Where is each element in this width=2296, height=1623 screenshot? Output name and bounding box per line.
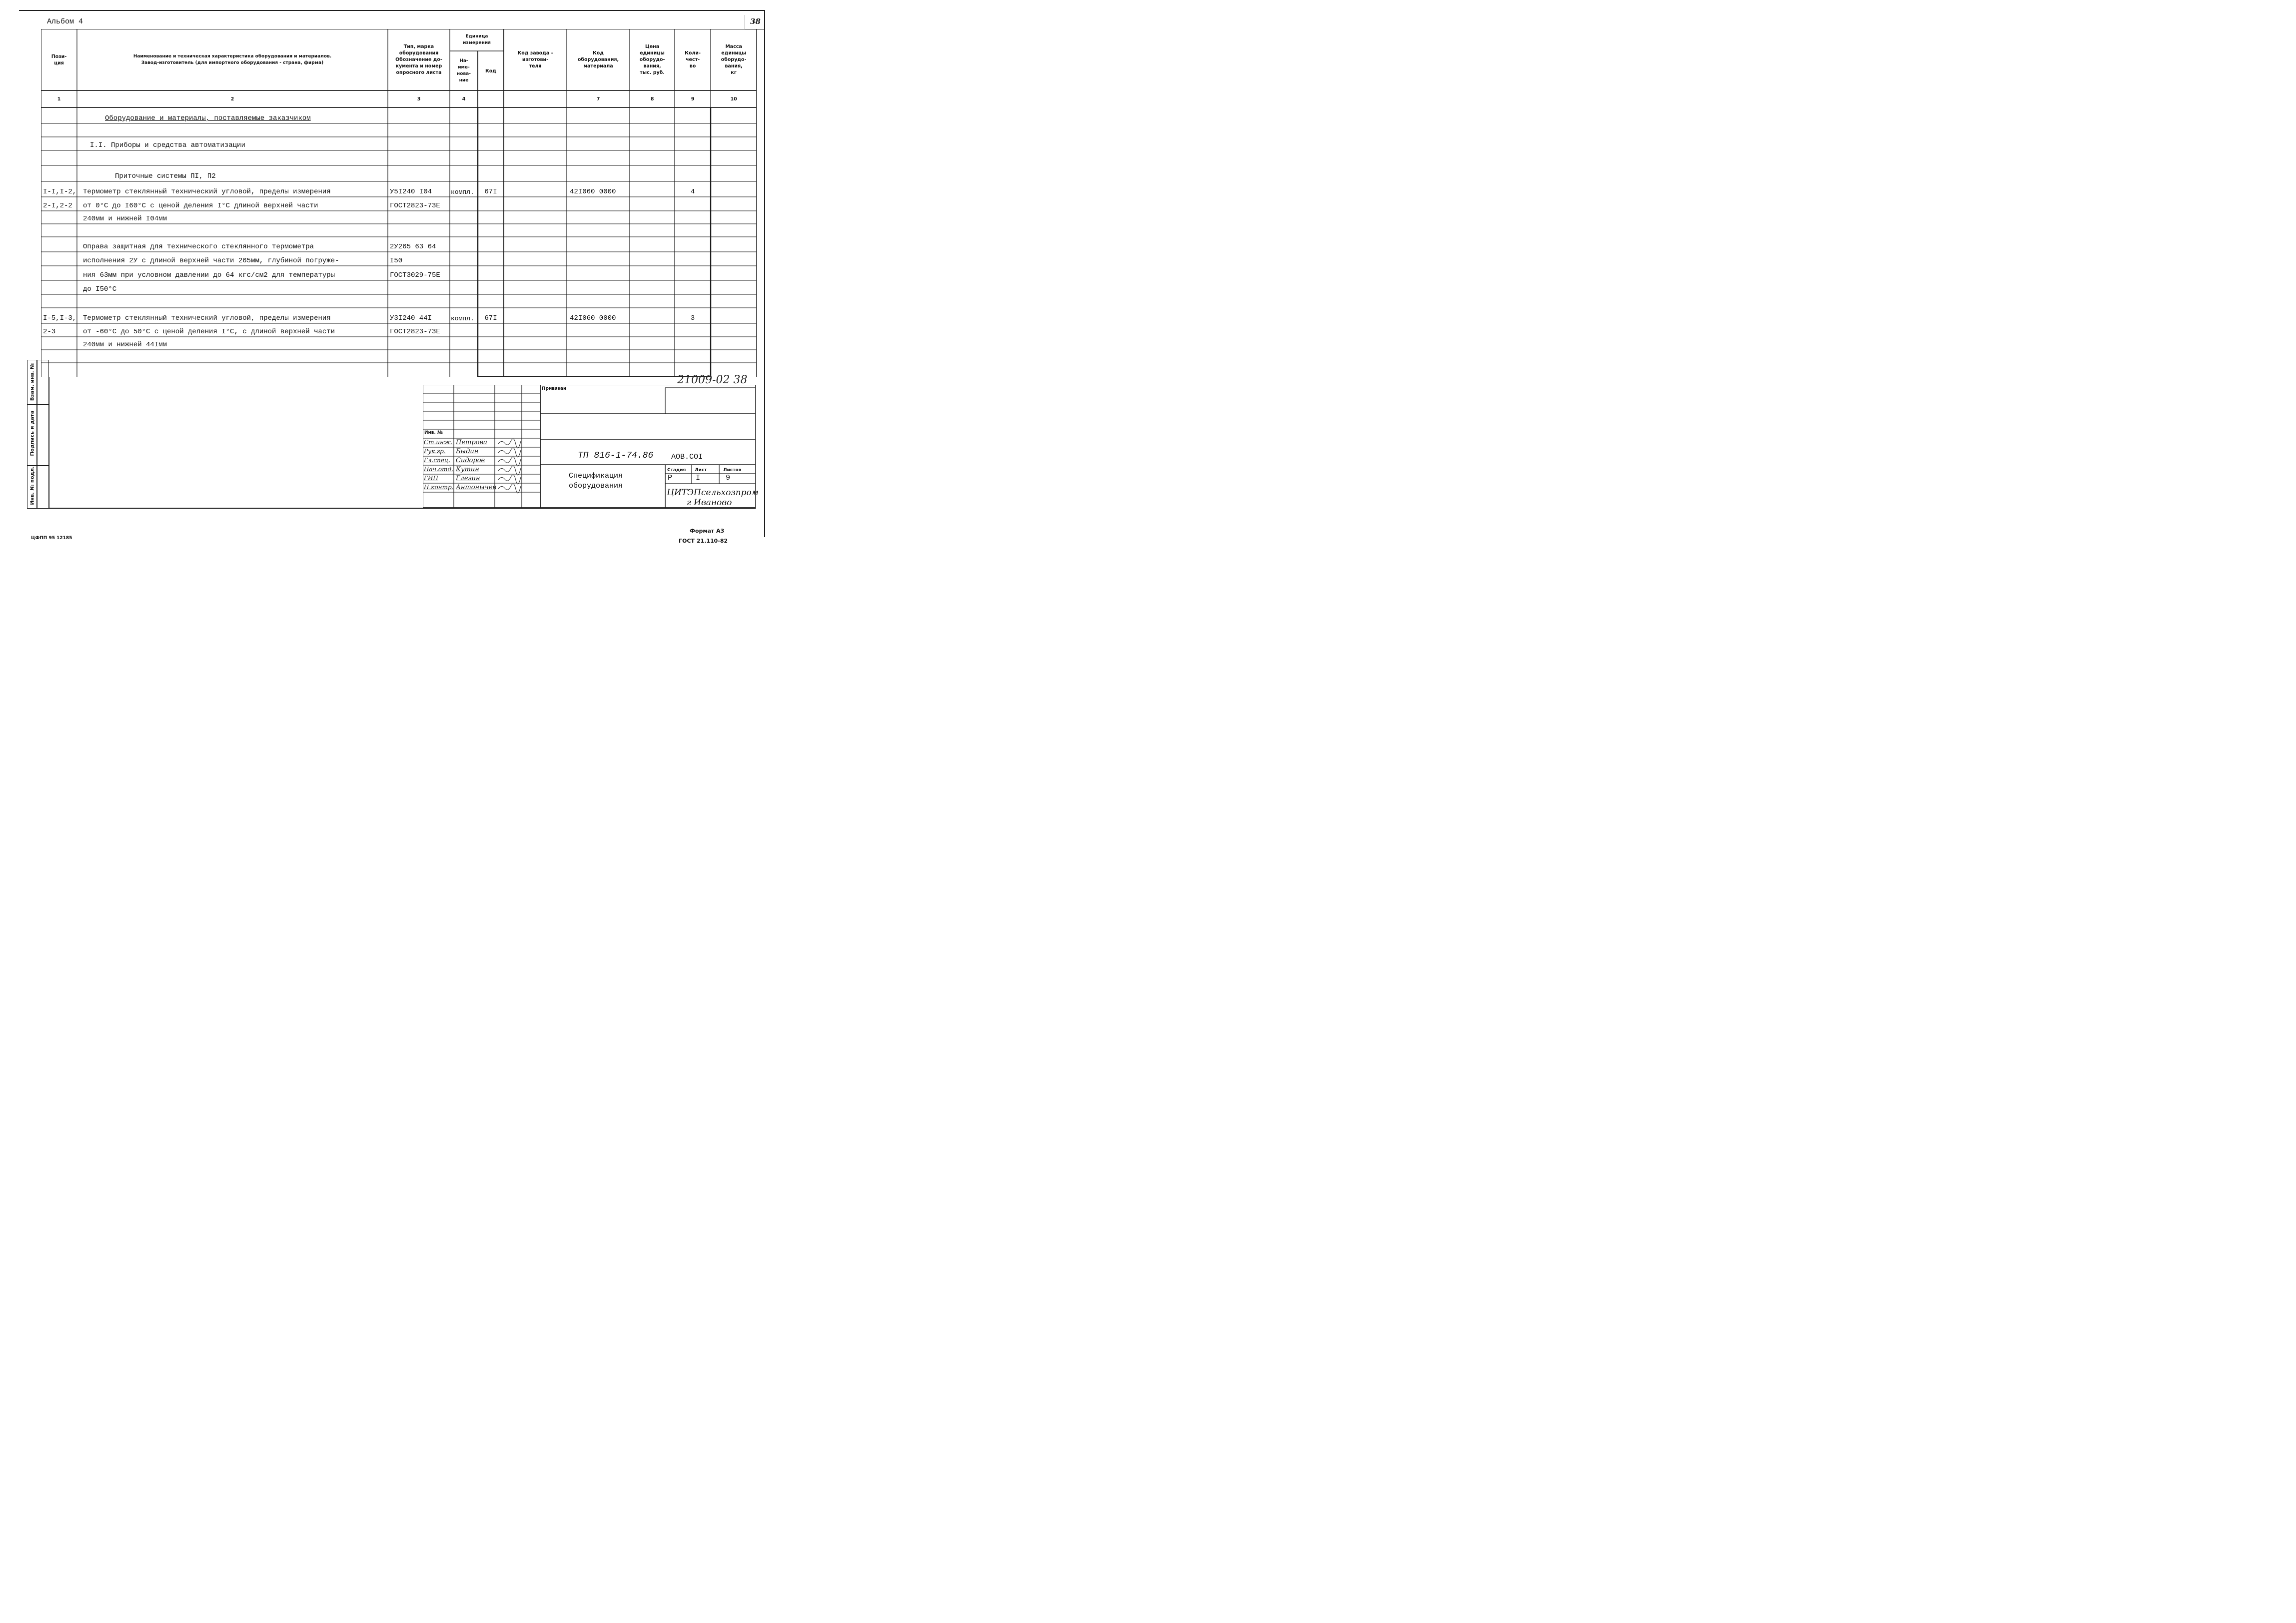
org-line1: ЦИТЭПсельхозпром — [667, 488, 759, 498]
column-header-3: Тип, марка оборудования Обозначение до- кумента и номер опросного листа — [395, 44, 442, 75]
left-frame — [48, 377, 49, 508]
inv-label: Инв. № — [424, 430, 443, 435]
signature-name: Глезин — [456, 475, 480, 482]
signature-role: Гл.спец. — [424, 457, 451, 464]
signature-scribble — [498, 475, 521, 484]
row-position: I-5,I-3, — [43, 314, 77, 322]
page-number-box — [745, 15, 764, 29]
column-number-2: 2 — [230, 96, 234, 102]
unit-group-header: Единица измерения — [463, 34, 491, 45]
column-header-5: Код — [485, 68, 496, 74]
attached-label: Привязан — [542, 386, 567, 391]
row-type: У3I240 44I — [390, 314, 432, 322]
project-code: ТП 816-1-74.86 — [578, 451, 654, 461]
side-stamp-sign-date: Подпись и дата — [29, 410, 35, 456]
row-name: до I50°С — [83, 285, 117, 293]
signature-name: Быдин — [456, 448, 479, 455]
row-name: Оправа защитная для технического стеклянного термометра — [83, 243, 314, 251]
column-header-8: Цена единицы оборудо- вания, тыс. руб. — [639, 44, 665, 75]
row-type: ГОСТ3029-75Е — [390, 271, 440, 279]
column-number-1: 1 — [57, 96, 61, 102]
page-number: 38 — [750, 17, 761, 26]
stage-value: Р — [668, 474, 673, 482]
signature-role: ГИП — [424, 475, 438, 482]
row-quantity: 4 — [690, 188, 695, 196]
row-unit: компл. — [451, 315, 474, 322]
row-name: Термометр стеклянный технический угловой, пределы измерения — [83, 314, 331, 322]
gost-label: ГОСТ 21.110-82 — [679, 538, 728, 544]
column-number-10: 10 — [730, 96, 737, 102]
column-header-1: Пози- ция — [51, 53, 67, 66]
row-name: от -60°С до 50°С с ценой деления I°С, с длиной верхней части — [83, 328, 335, 336]
org-line2: г Иваново — [687, 498, 732, 508]
row-position: 2-3 — [43, 328, 56, 336]
doc-title-line1: Спецификация — [569, 472, 623, 480]
signature-role: Н.контр. — [424, 484, 454, 491]
row-unit-code: 67I — [484, 314, 497, 322]
sheet-value: I — [696, 474, 701, 482]
column-number-8: 8 — [650, 96, 654, 102]
format-label: Формат А3 — [690, 528, 725, 534]
row-quantity: 3 — [690, 314, 695, 322]
row-material-code: 42I060 0000 — [570, 314, 616, 322]
row-position: I-I,I-2, — [43, 188, 77, 196]
signature-role: Ст.инж. — [424, 439, 453, 446]
side-stamp-replace-inv: Взам. инв. № — [29, 363, 35, 401]
row-name: Приточные системы ПI, П2 — [115, 172, 216, 180]
column-header-7: Код оборудования, материала — [577, 50, 619, 69]
row-name: I.I. Приборы и средства автоматизации — [90, 141, 245, 149]
doc-code: АОВ.СОI — [671, 453, 703, 461]
row-unit-code: 67I — [484, 188, 497, 196]
row-name: 240мм и нижней I04мм — [83, 215, 167, 223]
row-name: исполнения 2У с длиной верхней части 265мм, глубиной погруже- — [83, 257, 339, 265]
column-number-9: 9 — [691, 96, 695, 102]
printer-mark: ЦФПП 95 12185 — [31, 536, 72, 541]
row-name: ния 63мм при условном давлении до 64 кгс/см2 для температуры — [83, 271, 335, 279]
signature-name: Петрова — [456, 439, 487, 446]
signature-scribble — [498, 466, 521, 475]
drawing-code: 21009-02 38 — [677, 374, 748, 386]
row-name: Оборудование и материалы, поставляемые заказчиком — [105, 114, 311, 122]
signature-role: Рук.гр. — [424, 448, 446, 455]
specification-table — [41, 29, 757, 377]
row-unit: компл. — [451, 188, 474, 196]
title-block — [423, 385, 759, 508]
row-position: 2-I,2-2 — [43, 202, 72, 210]
row-name: Термометр стеклянный технический угловой, пределы измерения — [83, 188, 331, 196]
doc-title-line2: оборудования — [569, 482, 623, 490]
sheet-label: Лист — [695, 468, 707, 473]
column-header-4: На- име- нова- ние — [457, 58, 471, 83]
row-name: 240мм и нижней 44Iмм — [83, 341, 167, 349]
row-material-code: 42I060 0000 — [570, 188, 616, 196]
signature-scribble — [498, 448, 521, 457]
signature-name: Сидоров — [456, 457, 485, 464]
side-stamp — [27, 360, 49, 509]
signature-name: Кутин — [456, 466, 479, 473]
top-border — [19, 10, 765, 11]
bottom-frame — [49, 508, 756, 509]
column-header-10: Масса единицы оборудо- вания, кг — [721, 44, 747, 75]
album-label: Альбом 4 — [47, 17, 83, 26]
column-header-2: Наименование и техническая характеристика оборудования и материалов. Завод-изготовитель (для импортного оборудования - страна, фирма) — [133, 53, 332, 65]
right-border — [764, 10, 765, 537]
row-type: ГОСТ2823-73Е — [390, 202, 440, 210]
signature-scribble — [498, 457, 521, 466]
row-type: I50 — [390, 257, 403, 265]
sheets-value: 9 — [726, 474, 731, 482]
signature-role: Нач.отд. — [424, 466, 453, 473]
column-number-3: 3 — [417, 96, 421, 102]
row-type: У5I240 I04 — [390, 188, 432, 196]
column-header-6: Код завода - изготови- теля — [517, 50, 553, 69]
stage-label: Стадия — [667, 468, 686, 473]
row-name: от 0°С до I60°С с ценой деления I°С длиной верхней части — [83, 202, 318, 210]
column-header-9: Коли- чест- во — [685, 50, 701, 69]
signature-scribble — [498, 439, 521, 448]
side-stamp-orig-inv: Инв. № подл. — [29, 466, 35, 505]
sheets-label: Листов — [723, 468, 742, 473]
signature-name: Антонычев — [456, 484, 497, 491]
row-type: ГОСТ2823-73Е — [390, 328, 440, 336]
row-type: 2У265 63 64 — [390, 243, 436, 251]
signature-scribble — [498, 484, 521, 493]
column-number-7: 7 — [596, 96, 600, 102]
column-number-4: 4 — [462, 96, 466, 102]
